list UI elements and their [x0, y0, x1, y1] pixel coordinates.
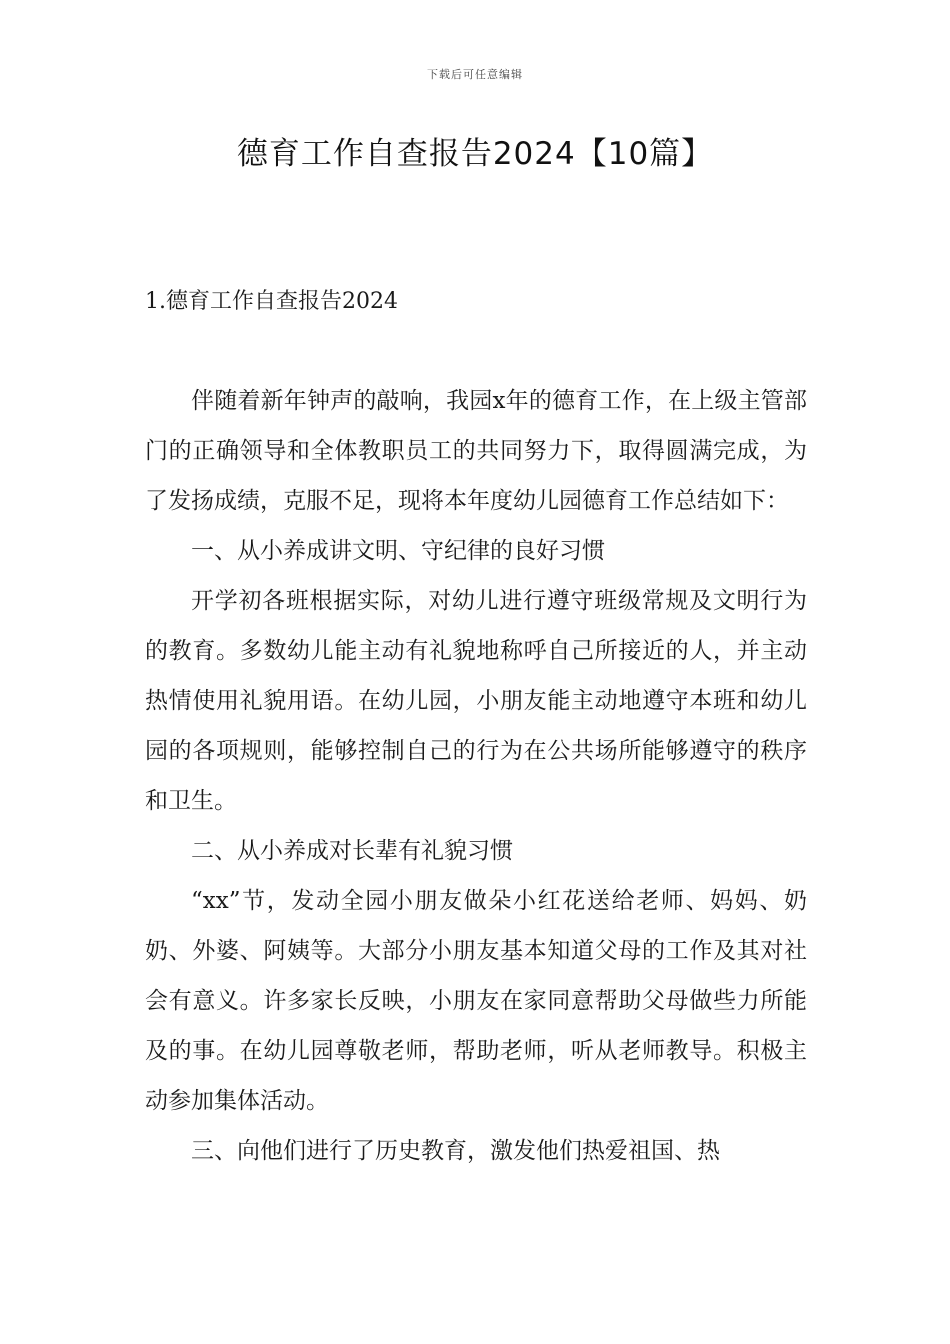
header-note: 下载后可任意编辑 [427, 68, 523, 81]
document-title: 德育工作自查报告2024【10篇】 [236, 136, 714, 172]
document-body [145, 376, 807, 1176]
paragraph-subheading-2: 二、从小养成对长辈有礼貌习惯 [191, 838, 513, 864]
paragraph-body-1: 开学初各班根据实际，对幼儿进行遵守班级常规及文明行为的教育。多数幼儿能主动有礼貌地称呼自己所接近的人，并主动热情使用礼貌用语。在幼儿园，小朋友能主动地遵守本班和幼儿园的各项规则，能够控制自己的行为在公共场所能够遵守的秩序和卫生。 [145, 588, 807, 814]
paragraph-subheading-1: 一、从小养成讲文明、守纪律的良好习惯 [191, 538, 605, 564]
paragraph-intro: 伴随着新年钟声的敲响，我园x年的德育工作，在上级主管部门的正确领导和全体教职员工的共同努力下，取得圆满完成，为了发扬成绩，克服不足，现将本年度幼儿园德育工作总结如下： [145, 388, 807, 514]
section-heading: 1.德育工作自查报告2024 [145, 289, 398, 314]
paragraph-subheading-3: 三、向他们进行了历史教育，激发他们热爱祖国、热 [191, 1138, 720, 1164]
paragraph-body-2: “xx”节，发动全园小朋友做朵小红花送给老师、妈妈、奶奶、外婆、阿姨等。大部分小朋友基本知道父母的工作及其对社会有意义。许多家长反映，小朋友在家同意帮助父母做些力所能及的事。在幼儿园尊敬老师，帮助老师，听从老师教导。积极主动参加集体活动。 [145, 888, 807, 1114]
